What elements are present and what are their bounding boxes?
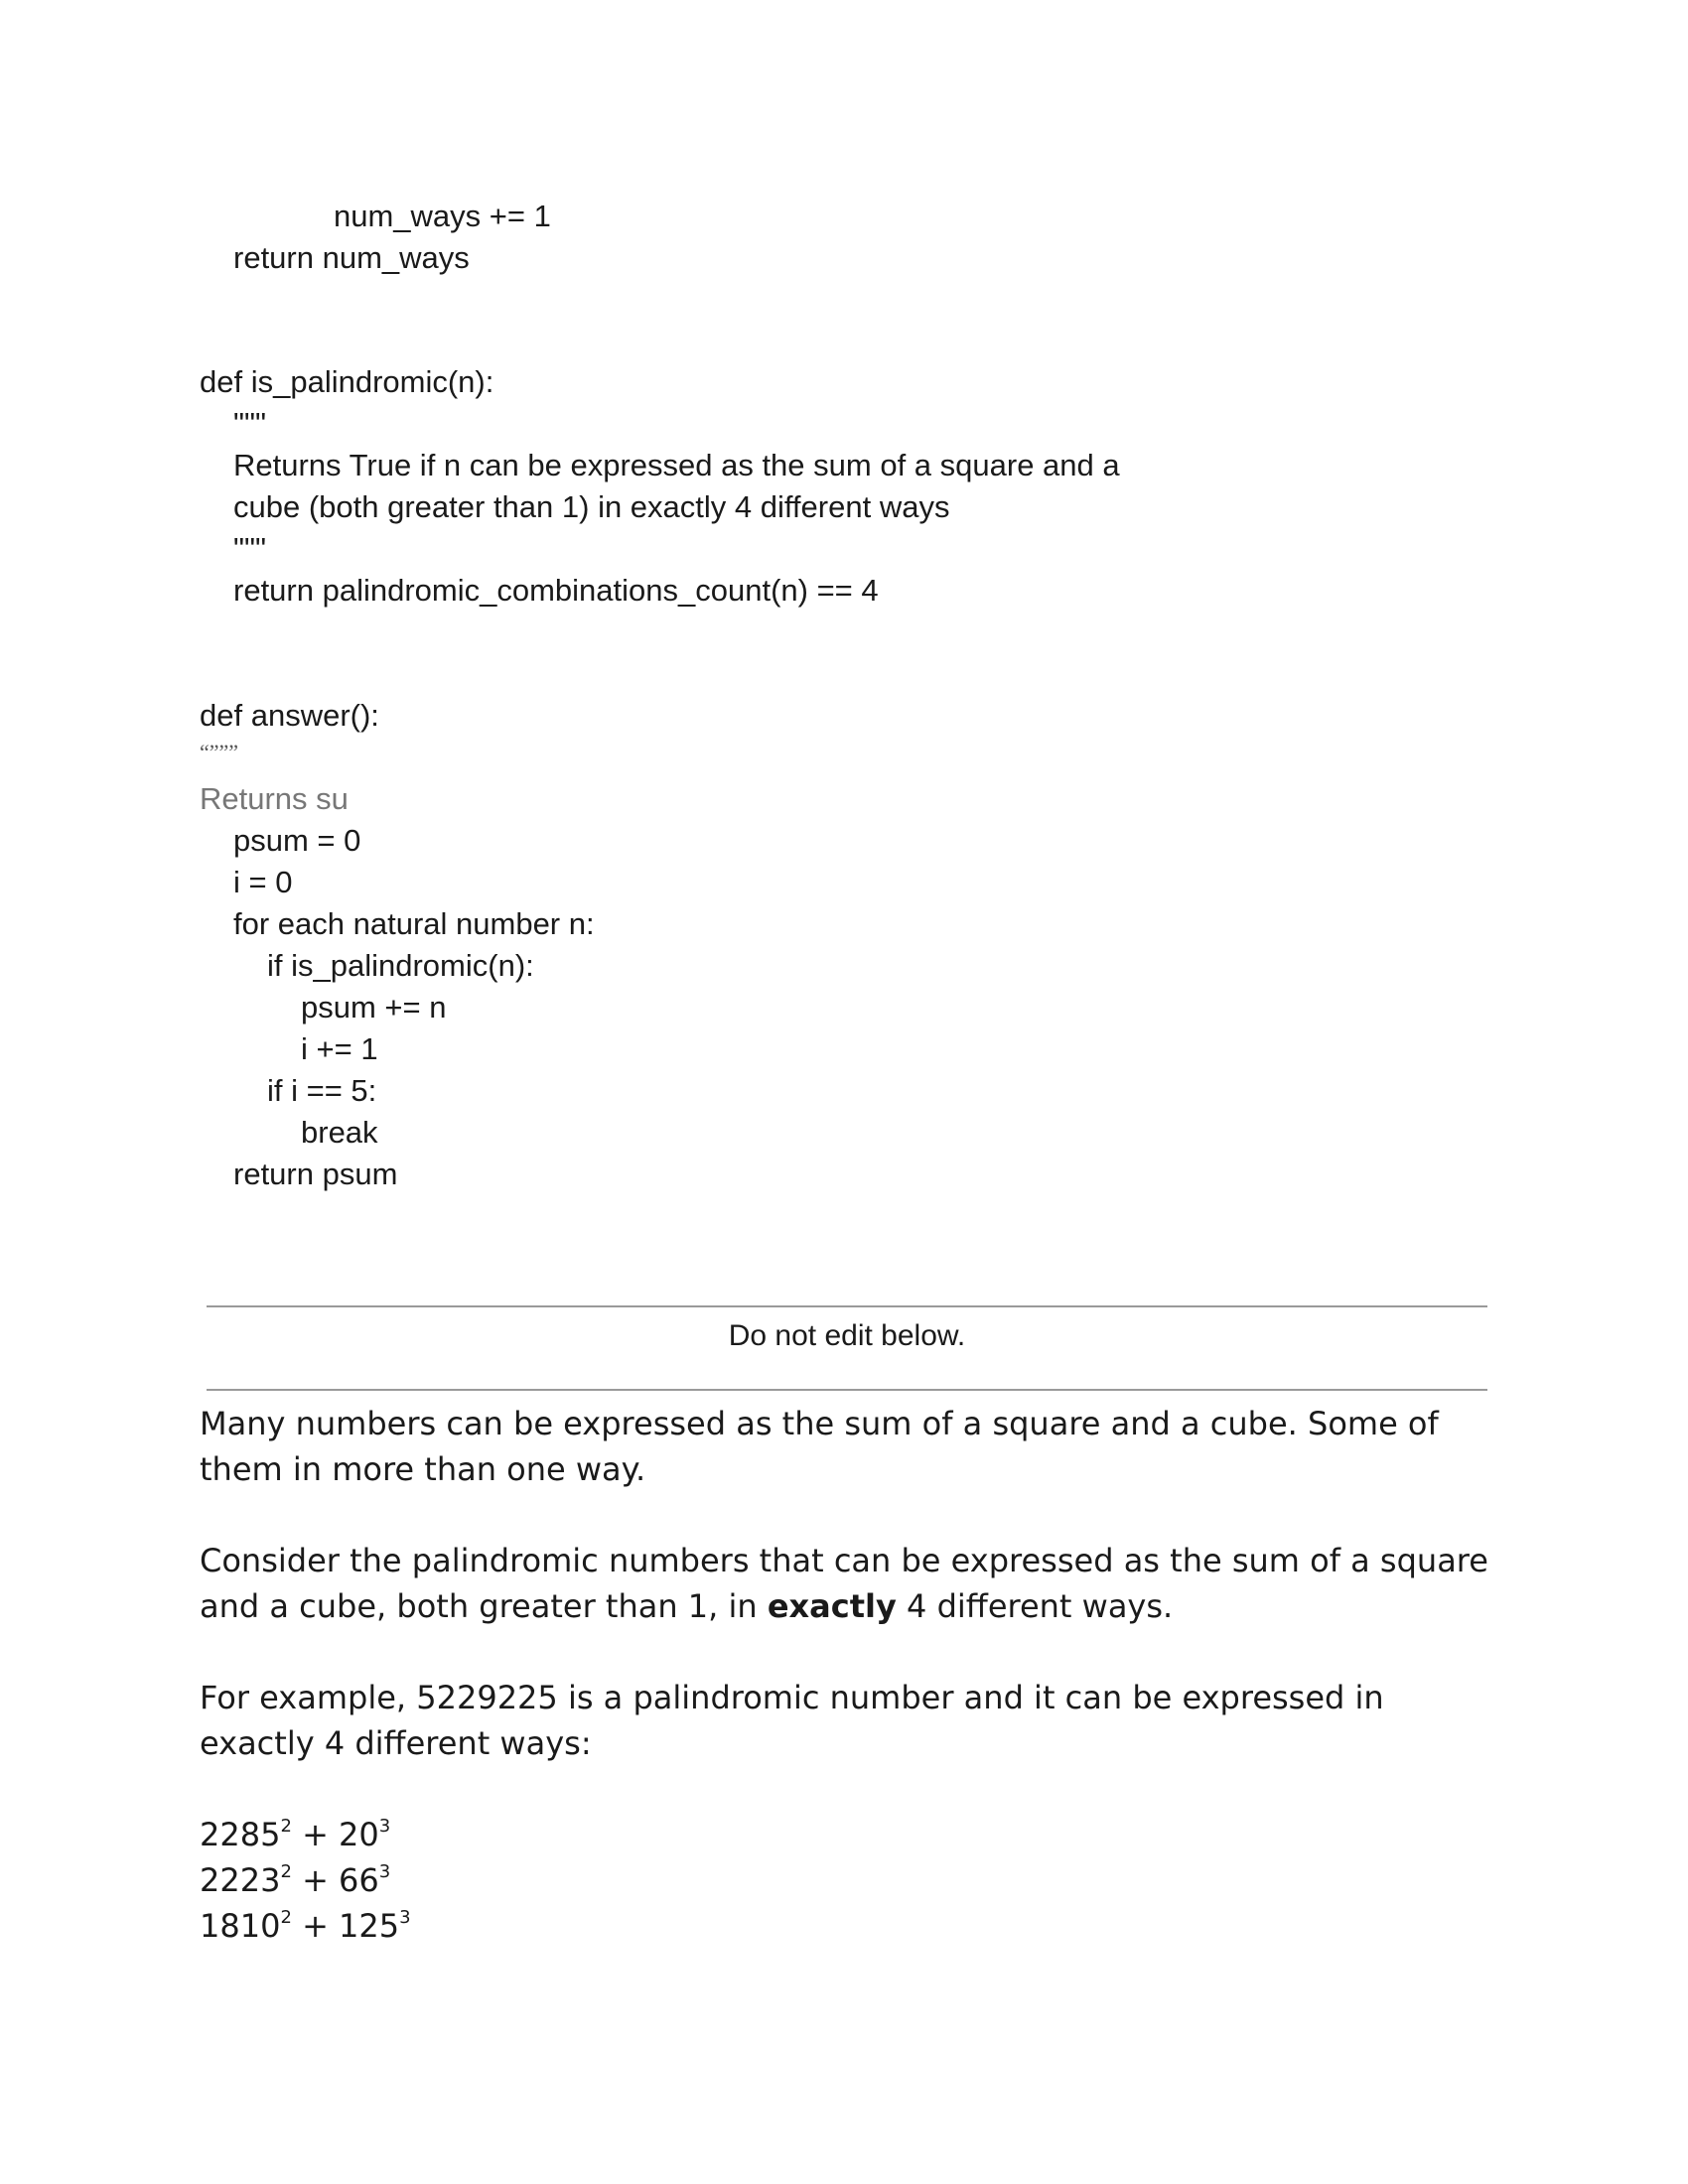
cube-exponent: 3 [399,1907,411,1928]
function-definition: def is_palindromic(n): [200,364,494,399]
cube-base: 20 [339,1816,379,1853]
equation [200,1903,411,1949]
function-definition: def answer(): [200,698,379,733]
docstring-line: cube (both greater than 1) in exactly 4 different ways [233,489,950,524]
code-line: if is_palindromic(n): [267,948,534,983]
do-not-edit-notice: Do not edit below. [728,1319,966,1352]
code-line: break [301,1115,378,1150]
emphasis-text: exactly [767,1587,897,1625]
problem-paragraph: For example, 5229225 is a palindromic number and it can be expressed in exactly 4 different ways: [200,1679,1384,1762]
problem-paragraph [200,1538,1500,1629]
top-divider [207,1305,1487,1307]
paragraph-text: Consider the palindromic numbers that can be expressed as the sum of a square and a cube, both greater than 1, in [200,1542,1488,1625]
docstring-delimiter: “””” [200,740,239,764]
code-line: i = 0 [233,865,293,899]
code-line: return num_ways [233,240,470,275]
docstring-line: Returns True if n can be expressed as the sum of a square and a [233,448,1120,482]
code-line: num_ways += 1 [334,199,551,233]
square-exponent: 2 [280,1816,292,1837]
equation [200,1812,390,1857]
cube-base: 66 [339,1861,379,1899]
square-exponent: 2 [280,1907,292,1928]
code-line: if i == 5: [267,1073,377,1108]
problem-paragraph: Many numbers can be expressed as the sum of a square and a cube. Some of them in more than one way. [200,1405,1439,1488]
docstring-delimiter: """ [233,406,267,441]
equation [200,1857,390,1903]
cube-exponent: 3 [378,1816,391,1837]
code-line: for each natural number n: [233,906,595,941]
plus-sign: + [291,1861,340,1899]
square-exponent: 2 [280,1861,292,1882]
plus-sign: + [291,1907,340,1945]
docstring-line: Returns su [200,781,349,816]
square-base: 1810 [200,1907,281,1945]
square-base: 2285 [200,1816,281,1853]
code-line: psum = 0 [233,823,361,858]
code-line: psum += n [301,990,447,1024]
plus-sign: + [291,1816,340,1853]
code-line: i += 1 [301,1031,378,1066]
cube-exponent: 3 [378,1861,391,1882]
code-line: return palindromic_combinations_count(n) == 4 [233,573,879,608]
paragraph-text: 4 different ways. [896,1587,1174,1625]
code-line: return psum [233,1157,398,1191]
bottom-divider [207,1389,1487,1391]
docstring-delimiter: """ [233,531,267,566]
square-base: 2223 [200,1861,281,1899]
cube-base: 125 [339,1907,400,1945]
